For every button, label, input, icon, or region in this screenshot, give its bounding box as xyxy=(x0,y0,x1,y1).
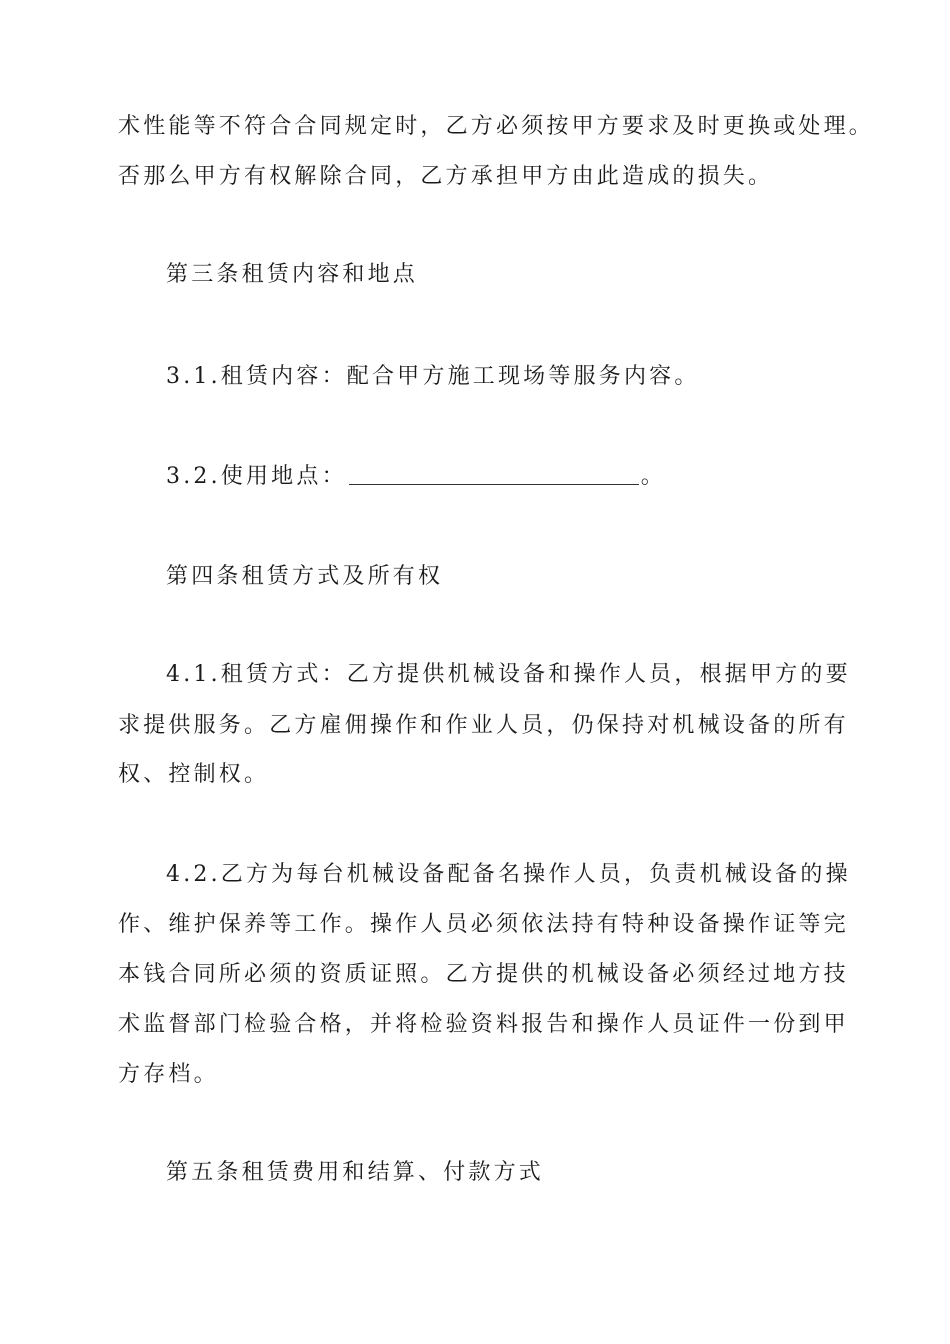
paragraph-line: 术性能等不符合合同规定时，乙方必须按甲方要求及时更换或处理。 xyxy=(118,114,875,139)
clause-line: 求提供服务。乙方雇佣操作和作业人员，仍保持对机械设备的所有 xyxy=(118,713,849,738)
clause-line: 术监督部门检验合格，并将检验资料报告和操作人员证件一份到甲 xyxy=(118,1012,849,1037)
section-heading: 第三条租赁内容和地点 xyxy=(166,262,419,287)
clause-line: 本钱合同所必须的资质证照。乙方提供的机械设备必须经过地方技 xyxy=(118,962,849,987)
paragraph-line: 否那么甲方有权解除合同，乙方承担甲方由此造成的损失。 xyxy=(118,164,774,189)
section-heading: 第五条租赁费用和结算、付款方式 xyxy=(166,1160,545,1185)
location-blank-field xyxy=(349,466,639,485)
clause-line: 4.2.乙方为每台机械设备配备名操作人员，负责机械设备的操 xyxy=(166,862,851,887)
clause-line: 3.1.租赁内容：配合甲方施工现场等服务内容。 xyxy=(166,364,700,389)
clause-line: 4.1.租赁方式：乙方提供机械设备和操作人员，根据甲方的要 xyxy=(166,662,851,687)
clause-line: 方存档。 xyxy=(118,1062,219,1087)
section-heading: 第四条租赁方式及所有权 xyxy=(166,564,444,589)
location-end: 。 xyxy=(640,464,666,489)
clause-line: 权、控制权。 xyxy=(118,762,270,787)
clause-line: 作、维护保养等工作。操作人员必须依法持有特种设备操作证等完 xyxy=(118,912,849,937)
clause-location xyxy=(166,462,666,492)
location-label: 3.2.使用地点： xyxy=(166,464,347,489)
